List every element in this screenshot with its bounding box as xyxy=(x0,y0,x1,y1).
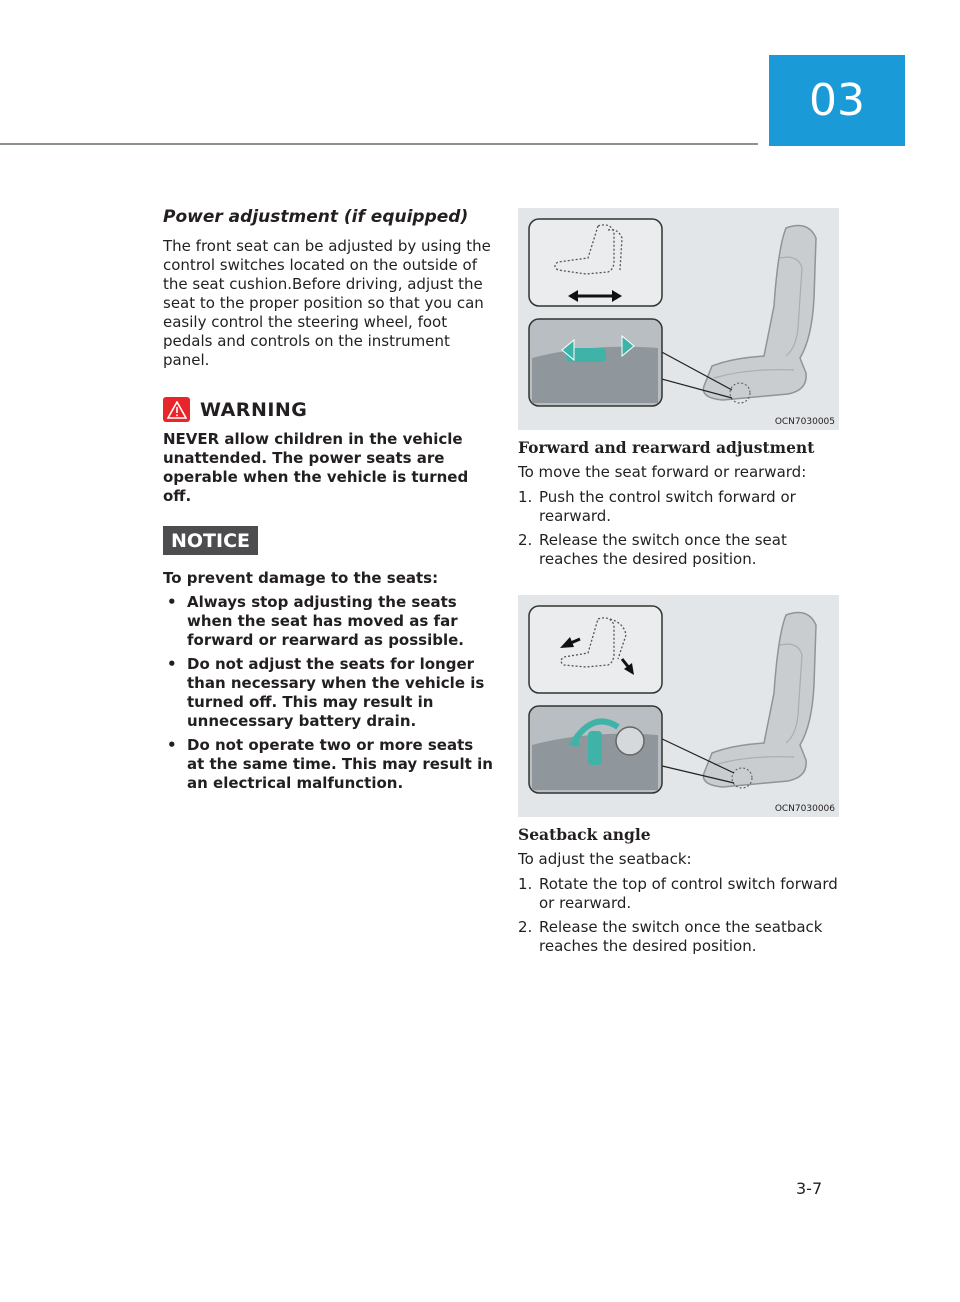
warning-triangle-icon xyxy=(163,397,190,422)
section-title: Power adjustment (if equipped) xyxy=(163,207,469,227)
intro-paragraph: The front seat can be adjusted by using the control switches located on the outside of the seat cushion.Before driving, adjust the seat to the proper position so that you can easily control the steering wheel, foot pedals and controls on the instrument panel. xyxy=(163,237,491,369)
chapter-number: 03 xyxy=(809,75,865,126)
page-number: 3-7 xyxy=(796,1179,823,1198)
seat-illustration-1 xyxy=(518,208,839,430)
notice-item: • Do not operate two or more seats at the same time. This may result in an electrical malfunction. xyxy=(163,736,493,793)
seatback-figure xyxy=(518,595,839,817)
step-item xyxy=(518,875,839,913)
seat-forward-figure xyxy=(518,208,839,430)
notice-item: • Do not adjust the seats for longer than necessary when the vehicle is turned off. This may result in unnecessary battery drain. xyxy=(163,655,493,731)
subsection-title: Forward and rearward adjustment xyxy=(518,438,815,457)
chapter-tab xyxy=(769,55,905,146)
subsection-intro: To adjust the seatback: xyxy=(518,850,692,868)
step-number: 2. xyxy=(518,918,533,936)
header-rule xyxy=(0,143,758,145)
step-text: Release the switch once the seat reaches the desired position. xyxy=(539,531,787,568)
step-number: 1. xyxy=(518,875,533,893)
left-column xyxy=(163,207,493,798)
subsection-intro: To move the seat forward or rearward: xyxy=(518,463,807,481)
steps-list xyxy=(518,875,839,956)
step-text: Push the control switch forward or rearward. xyxy=(539,488,796,525)
warning-header xyxy=(163,397,493,422)
steps-list xyxy=(518,488,839,569)
step-text: Release the switch once the seatback reaches the desired position. xyxy=(539,918,823,955)
figure-code: OCN7030005 xyxy=(774,417,835,427)
step-item xyxy=(518,918,839,956)
warning-text: NEVER allow children in the vehicle unattended. The power seats are operable when the vehicle is turned off. xyxy=(163,430,469,505)
figure-code: OCN7030006 xyxy=(774,804,835,814)
seat-illustration-2 xyxy=(518,595,839,817)
notice-label: NOTICE xyxy=(163,526,258,555)
step-item xyxy=(518,531,839,569)
notice-list xyxy=(163,593,493,793)
notice-intro: To prevent damage to the seats: xyxy=(163,569,439,587)
step-text: Rotate the top of control switch forward or rearward. xyxy=(539,875,838,912)
step-number: 2. xyxy=(518,531,533,549)
step-item xyxy=(518,488,839,526)
subsection-title: Seatback angle xyxy=(518,825,651,844)
right-column xyxy=(518,208,839,961)
step-number: 1. xyxy=(518,488,533,506)
notice-item: • Always stop adjusting the seats when the seat has moved as far forward or rearward as possible. xyxy=(163,593,493,650)
warning-label: WARNING xyxy=(200,398,308,421)
